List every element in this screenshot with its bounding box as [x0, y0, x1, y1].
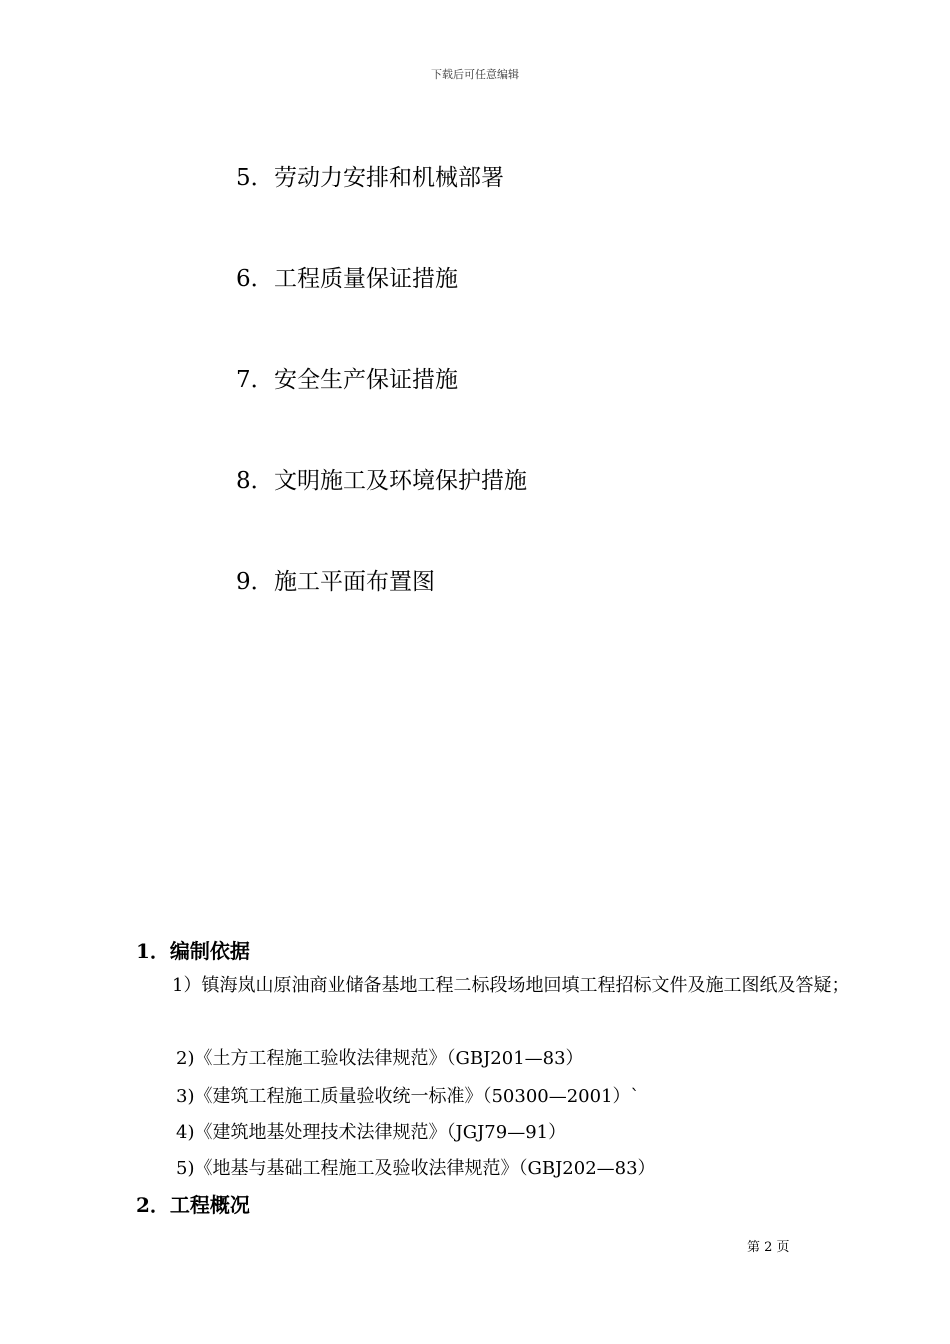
reference-item: 3)《建筑工程施工质量验收统一标准》（50300—2001）` — [176, 1086, 640, 1107]
toc-item-number: 8． — [236, 468, 274, 494]
reference-item: 2)《土方工程施工验收法律规范》（GBJ201—83） — [176, 1048, 584, 1069]
toc-list — [236, 158, 527, 663]
toc-item — [236, 259, 527, 360]
toc-item-label: 劳动力安排和机械部署 — [274, 165, 504, 191]
reference-item: 5)《地基与基础工程施工及验收法律规范》（GBJ202—83） — [176, 1158, 656, 1179]
toc-item-number: 5． — [236, 165, 274, 191]
reference-item: 4)《建筑地基处理技术法律规范》（JGJ79—91） — [176, 1122, 567, 1143]
header-note: 下载后可任意编辑 — [431, 68, 519, 81]
toc-item-label: 安全生产保证措施 — [274, 367, 458, 393]
toc-item-number: 9． — [236, 569, 274, 595]
toc-item — [236, 158, 527, 259]
toc-item-label: 文明施工及环境保护措施 — [274, 468, 527, 494]
section-heading-overview: 2．工程概况 — [136, 1193, 250, 1217]
section-heading-basis: 1．编制依据 — [136, 939, 250, 963]
toc-item — [236, 461, 527, 562]
toc-item-label: 施工平面布置图 — [274, 569, 435, 595]
basis-paragraph: 1）镇海岚山原油商业储备基地工程二标段场地回填工程招标文件及施工图纸及答疑； — [136, 975, 850, 996]
toc-item — [236, 360, 527, 461]
toc-item — [236, 562, 527, 663]
toc-item-number: 6． — [236, 266, 274, 292]
toc-item-number: 7． — [236, 367, 274, 393]
page-number: 第 2 页 — [747, 1240, 790, 1255]
toc-item-label: 工程质量保证措施 — [274, 266, 458, 292]
